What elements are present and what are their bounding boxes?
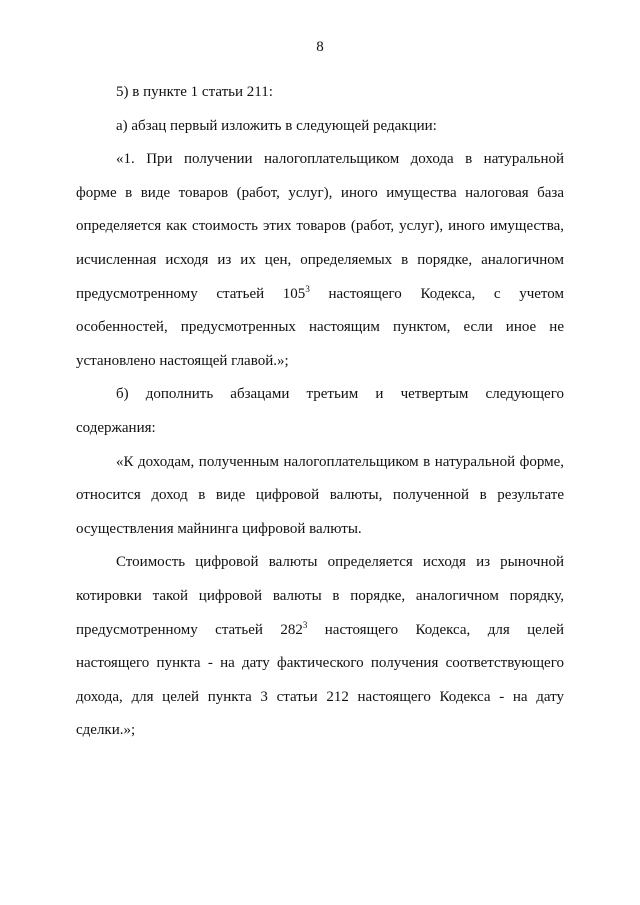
paragraph-quoted-addition-1 xyxy=(76,446,564,547)
text-line: содержания: xyxy=(76,419,156,436)
text-fragment: предусмотренному статьей 282 xyxy=(76,621,303,638)
paragraph-quoted-addition-2 xyxy=(76,546,564,748)
paragraph-quoted-new-wording xyxy=(76,143,564,378)
text-line: установлено настоящей главой.»; xyxy=(76,352,289,369)
text-fragment: настоящего Кодекса, для целей xyxy=(307,621,565,638)
superscript: 3 xyxy=(305,283,310,294)
text-line: особенностей, предусмотренных настоящим пунктом, если иное не xyxy=(76,319,564,336)
text-line: исчисленная исходя из их цен, определяемых в порядке, аналогичном xyxy=(76,251,564,268)
text-line: определяется как стоимость этих товаров (работ, услуг), иного имущества, xyxy=(76,218,564,235)
page-number: 8 xyxy=(316,39,324,55)
text-line: настоящего пункта - на дату фактического получения соответствующего xyxy=(76,655,564,672)
paragraph-subitem-a xyxy=(76,110,564,144)
document-body xyxy=(76,76,564,748)
text-line: 5) в пункте 1 статьи 211: xyxy=(116,84,273,100)
text-line: а) абзац первый изложить в следующей редакции: xyxy=(116,117,437,134)
text-line: форме в виде товаров (работ, услуг), иного имущества налоговая база xyxy=(76,184,564,201)
text-line: дохода, для целей пункта 3 статьи 212 настоящего Кодекса - на дату xyxy=(76,688,564,705)
text-fragment: настоящего Кодекса, с учетом xyxy=(309,285,564,302)
text-line: осуществления майнинга цифровой валюты. xyxy=(76,520,362,537)
text-line: «К доходам, полученным налогоплательщиком в натуральной форме, xyxy=(116,453,564,470)
text-line-with-article-ref xyxy=(76,614,564,648)
text-fragment: предусмотренному статьей 105 xyxy=(76,285,306,302)
text-line: «1. При получении налогоплательщиком дохода в натуральной xyxy=(116,151,564,168)
text-line-with-article-ref xyxy=(76,278,564,312)
paragraph-item-5 xyxy=(76,76,564,110)
text-line: сделки.»; xyxy=(76,722,136,739)
text-line: котировки такой цифровой валюты в порядке, аналогичном порядку, xyxy=(76,587,564,604)
text-line: относится доход в виде цифровой валюты, полученной в результате xyxy=(76,487,564,504)
text-line: Стоимость цифровой валюты определяется исходя из рыночной xyxy=(116,554,564,571)
paragraph-subitem-b xyxy=(76,378,564,445)
text-line: б) дополнить абзацами третьим и четвертым следующего xyxy=(116,386,564,403)
superscript: 3 xyxy=(302,619,308,630)
